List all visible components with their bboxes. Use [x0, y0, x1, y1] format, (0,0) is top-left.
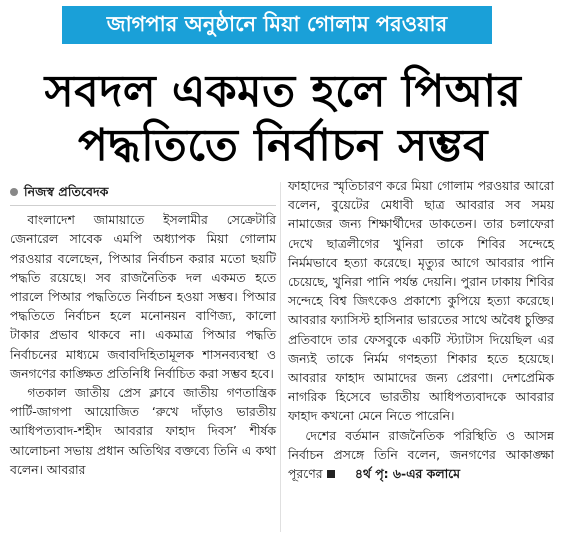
kicker-text: জাগপার অনুষ্ঠানে মিয়া গোলাম পরওয়ার — [106, 11, 448, 36]
continuation-text: ৪র্থ পৃ: ৬-এর কলামে — [354, 466, 461, 482]
left-column — [10, 176, 276, 479]
byline-text: নিজস্ব প্রতিবেদক — [24, 184, 109, 199]
continuation-note — [327, 464, 461, 483]
bullet-icon — [10, 188, 18, 196]
paragraph: গতকাল জাতীয় প্রেস ক্লাবে জাতীয় গণতান্ত্রিক পার্টি-জাগপা আয়োজিত ‘রুখে দাঁড়াও ভারতীয় আধিপত্যবাদ-শহীদ আবরার ফাহাদ দিবস’ শীর্ষক আলোচনা সভায় প্রধান অতিথির বক্তব্যে তিনি এ কথা বলেন। আবরার — [10, 385, 276, 477]
column-divider — [280, 182, 281, 532]
square-marker-icon — [327, 470, 335, 478]
kicker-banner — [62, 6, 492, 44]
headline-line-1: সবদল একমত হলে পিআর — [44, 66, 522, 117]
byline — [10, 176, 276, 206]
paragraph-with-continuation — [288, 426, 554, 484]
paragraph: ফাহাদের স্মৃতিচারণ করে মিয়া গোলাম পরওয়ার আরো বলেন, বুয়েটের মেধাবী ছাত্র আবরার সব সময় নামাজের জন্য শিক্ষার্থীদের ডাকতেন। তার চলাফেরা দেখে ছাত্রলীগের খুনিরা তাকে শিবির সন্দেহে নির্মমভাবে হত্যা করেছে। মৃত্যুর আগে আবরার পানি চেয়েছে, খুনিরা পানি পর্যন্ত দেয়নি। পুরান ঢাকায় শিবির সন্দেহে বিশ্ব জিৎকেও প্রকাশ্যে কুপিয়ে হত্যা করেছে। আবরার ফ্যাসিস্ট হাসিনার ভারতের সাথে অবৈধ চুক্তির প্রতিবাদে তার ফেসবুকে একটি স্ট্যাটাস দিয়েছিল এর জন্যই তাকে নির্মম গণহত্যা শিকার হতে হয়েছে। আবরার ফাহাদ আমাদের জন্য প্রেরণা। দেশপ্রেমিক নাগরিক হিসেবে ভারতীয় আধিপত্যবাদকে আবরার ফাহাদ কখনো মেনে নিতে পারেনি। — [288, 178, 554, 424]
paragraph: বাংলাদেশ জামায়াতে ইসলামীর সেক্রেটারি জেনারেল সাবেক এমপি অধ্যাপক মিয়া গোলাম পরওয়ার বলেছেন, পিআর নির্বাচন করার মতো ছয়টি পদ্ধতি রয়েছে। সব রাজনৈতিক দল একমত হতে পারলে পিআর পদ্ধতিতে নির্বাচন হওয়া সম্ভব। পিআর পদ্ধতিতে নির্বাচন হলে মনোনয়ন বাণিজ্য, কালো টাকার প্রভাব থাকবে না। একমাত্র পিআর পদ্ধতি নির্বাচনের মাধ্যমে জবাবদিহিতামূলক শাসনব্যবস্থা ও জনগণের কাঙ্ক্ষিত প্রতিনিধি নির্বাচিত করা সম্ভব হবে। — [10, 212, 276, 381]
right-column — [288, 176, 554, 484]
paragraph-text: দেশের বর্তমান রাজনৈতিক পরিস্থিতি ও আসন্ন নির্বাচন প্রসঙ্গে তিনি বলেন, জনগণের আকাঙ্ক্ষা পূরণের — [288, 427, 554, 482]
headline-line-2: পদ্ধতিতে নির্বাচন সম্ভব — [77, 120, 489, 171]
